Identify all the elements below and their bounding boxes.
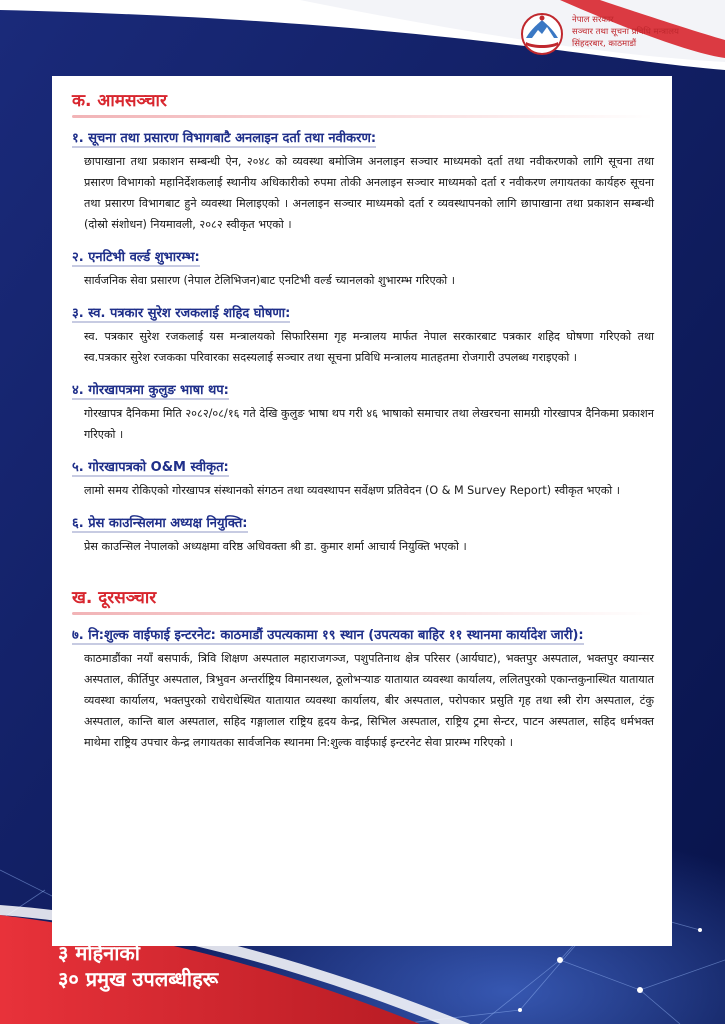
content-body	[72, 88, 654, 767]
section-divider	[72, 612, 654, 615]
government-emblem-icon	[518, 12, 566, 56]
header-ministry-text	[572, 14, 722, 50]
item-body: लामो समय रोकिएको गोरखापत्र संस्थानको संगठन तथा व्यवस्थापन सर्वेक्षण प्रतिवेदन (O & M Survey Report) स्वीकृत भएको ।	[84, 484, 620, 497]
list-item	[72, 382, 654, 445]
list-item	[72, 249, 654, 291]
list-item	[72, 130, 654, 235]
item-body: गोरखापत्र दैनिकमा मिति २०८२/०८/१६ गते देखि कुलुङ भाषा थप गरी ४६ भाषाको समाचार तथा लेखरचना सामग्री गोरखापत्र दैनिकमा प्रकाशन गरिएको ।	[84, 407, 654, 441]
item-title: ४. गोरखापत्रमा कुलुङ भाषा थप:	[72, 383, 229, 398]
item-body: सार्वजनिक सेवा प्रसारण (नेपाल टेलिभिजन)बाट एनटिभी वर्ल्ड च्यानलको शुभारम्भ गरिएको ।	[84, 274, 455, 287]
header-address: सिंहदरबार, काठमाडौं	[572, 39, 637, 49]
item-title: ७. नि:शुल्क वाईफाई इन्टरनेट: काठमाडौं उपत्यकामा १९ स्थान (उपत्यका बाहिर ११ स्थानमा कार्यादेश जारी):	[72, 628, 584, 643]
section-heading-mass-communication: क. आमसञ्चार	[72, 91, 167, 111]
item-title: ५. गोरखापत्रको O&M स्वीकृत:	[72, 460, 229, 475]
item-title: ३. स्व. पत्रकार सुरेश रजकलाई शहिद घोषणा:	[72, 306, 291, 321]
list-item	[72, 305, 654, 368]
header-ministry-name: सञ्चार तथा सूचना प्रविधि मन्त्रालय	[572, 27, 679, 37]
footer-title	[58, 940, 218, 992]
section-heading-telecommunication: ख. दूरसञ्चार	[72, 588, 157, 608]
item-body: प्रेस काउन्सिल नेपालको अध्यक्षमा वरिष्ठ अधिवक्ता श्री डा. कुमार शर्मा आचार्य नियुक्ति भएको ।	[84, 540, 467, 553]
item-title: ६. प्रेस काउन्सिलमा अध्यक्ष नियुक्ति:	[72, 516, 248, 531]
footer-line-1: ३ महिनाको	[58, 941, 140, 965]
list-item	[72, 627, 654, 753]
list-item	[72, 459, 654, 501]
item-body: छापाखाना तथा प्रकाशन सम्बन्धी ऐन, २०४८ को व्यवस्था बमोजिम अनलाइन सञ्चार माध्यमको दर्ता तथा नवीकरणको लागि सूचना तथा प्रसारण विभागको महानिर्देशकलाई स्थानीय अधिकारीको रुपमा तोकी अनलाइन सञ्चार माध्यमको दर्ता र नवीकरण लगायतका कार्यहरु सूचना तथा प्रसारण विभागबाट हुने व्यवस्था मिलाइएको । अनलाइन सञ्चार माध्यमको दर्ता र व्यवस्थापनको लागि छापाखाना तथा प्रकाशन सम्बन्धी (दोस्रो संशोधन) नियमावली, २०८२ स्वीकृत भएको ।	[84, 155, 654, 231]
item-body: काठमाडौंका नयाँ बसपार्क, त्रिवि शिक्षण अस्पताल महाराजगञ्ज, पशुपतिनाथ क्षेत्र परिसर (आर्यघाट), भक्तपुर अस्पताल, भक्तपुर क्यान्सर अस्पताल, कीर्तिपुर अस्पताल, त्रिभुवन अन्तर्राष्ट्रिय विमानस्थल, ठूलोभऱ्याङ यातायात व्यवस्था कार्यालय, ललितपुरको एकान्तकुनास्थित यातायात व्यवस्था कार्यालय, भक्तपुरको राधेराधेस्थित यातायात व्यवस्था कार्यालय, बीर अस्पताल, परोपकार प्रसुति गृह तथा स्त्री रोग अस्पताल, टंकु अस्पताल, कान्ति बाल अस्पताल, सहिद गङ्गालाल राष्ट्रिय हृदय केन्द्र, सिभिल अस्पताल, राष्ट्रिय ट्रमा सेन्टर, पाटन अस्पताल, सहिद धर्मभक्त माथेमा राष्ट्रिय उपचार केन्द्र लगायतका सार्वजनिक स्थानमा नि:शुल्क वाईफाई इन्टरनेट सेवा प्रारम्भ गरिएको ।	[84, 652, 654, 749]
item-body: स्व. पत्रकार सुरेश रजकलाई यस मन्त्रालयको सिफारिसमा गृह मन्त्रालय मार्फत नेपाल सरकारबाट पत्रकार शहिद घोषणा गरिएको तथा स्व.पत्रकार सुरेश रजकका परिवारका सदस्यलाई सञ्चार तथा सूचना प्रविधि मन्त्रालय मातहतमा रोजगारी उपलब्ध गराइएको ।	[84, 330, 654, 364]
footer-line-2: ३० प्रमुख उपलब्धीहरू	[58, 967, 219, 991]
list-item	[72, 515, 654, 557]
item-title: २. एनटिभी वर्ल्ड शुभारम्भ:	[72, 250, 200, 265]
section-divider	[72, 115, 654, 118]
header-government-name: नेपाल सरकार	[572, 15, 614, 25]
item-title: १. सूचना तथा प्रसारण विभागबाटै अनलाइन दर्ता तथा नवीकरण:	[72, 131, 377, 146]
